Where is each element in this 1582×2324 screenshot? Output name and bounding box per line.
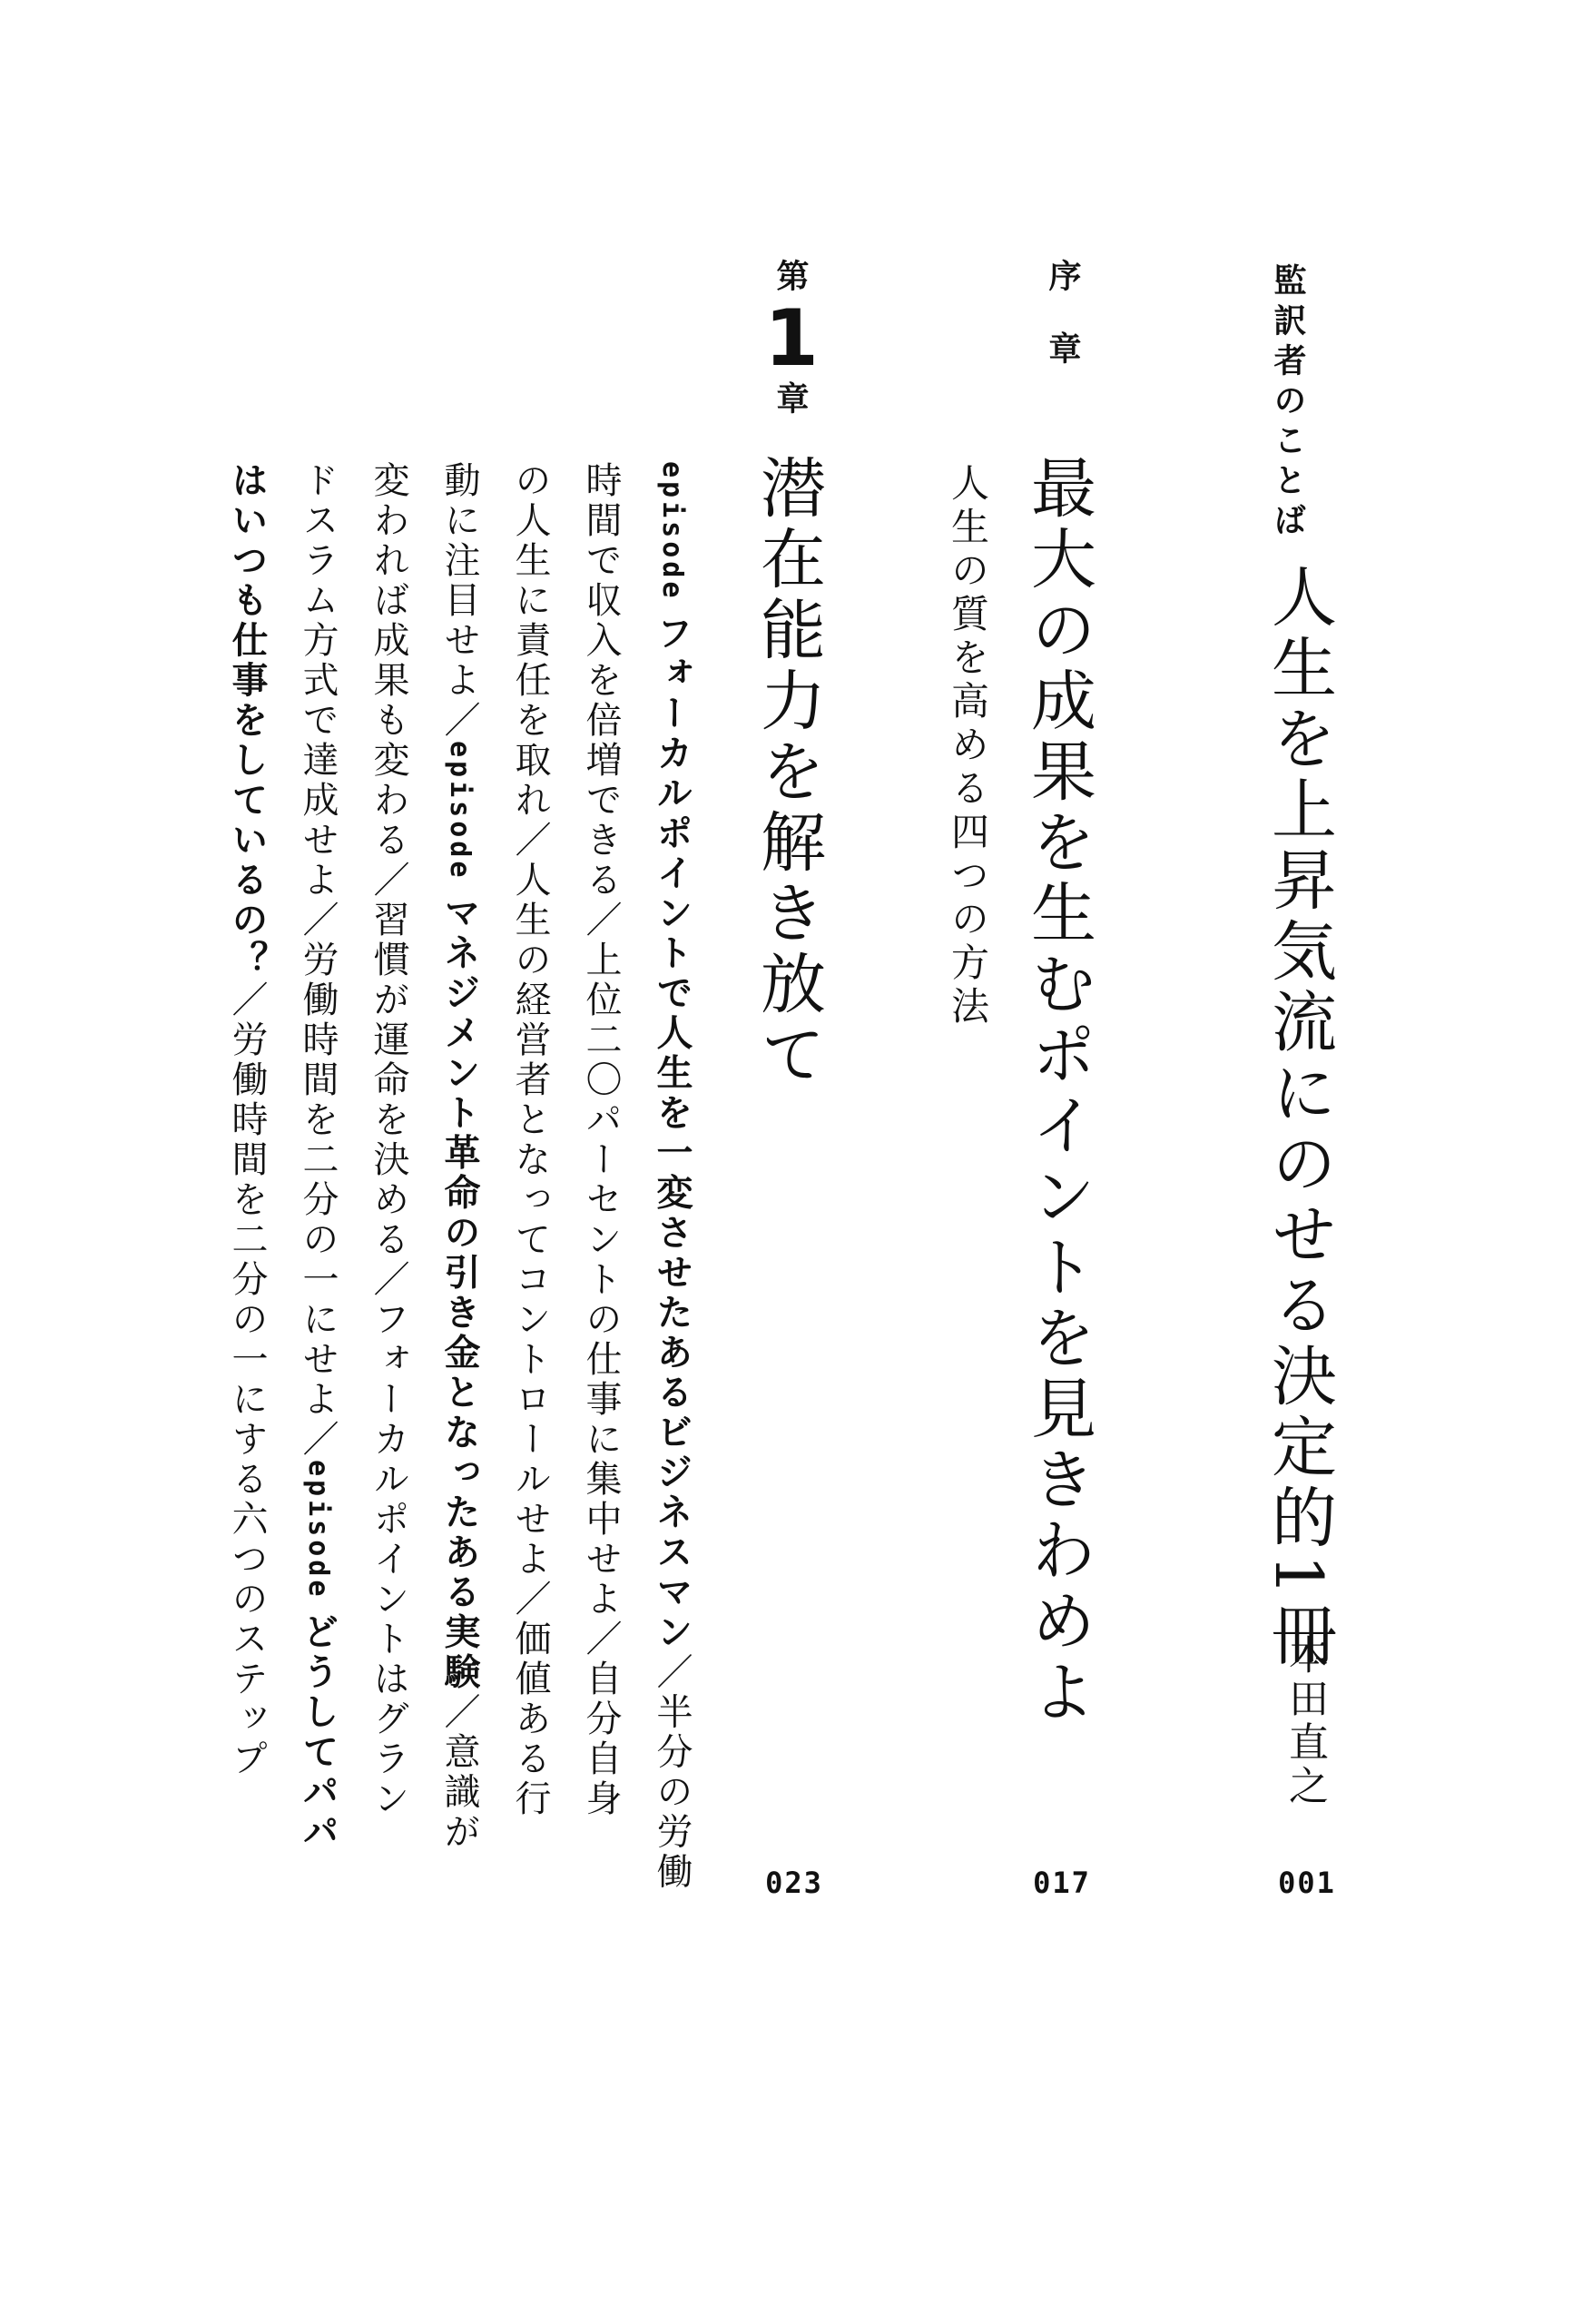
entry-title-chapter1: 潜在能力を解き放て <box>750 454 826 1091</box>
entry-title-editor-note: 人生を上昇気流にのせる決定的1冊 <box>1261 563 1337 1672</box>
entry-label-chapter1-number: 1 <box>764 293 819 384</box>
entry-author: 本田直之 <box>1282 1634 1328 1808</box>
description-line <box>226 461 268 1779</box>
entry-title-prologue: 最大の成果を生むポイントを見きわめよ <box>1020 454 1096 1728</box>
entry-page-number-chapter1: 023 <box>765 1866 823 1900</box>
episode-label: episode <box>302 1460 334 1600</box>
description-text: 時間で収入を倍増できる／上位二〇パーセントの仕事に集中せよ／自分自身 <box>580 461 622 1819</box>
entry-label-editor-note: 監訳者のことば <box>1269 263 1306 543</box>
entry-label-chapter1-top: 第 <box>771 259 809 291</box>
entry-subtitle-prologue: 人生の質を高める四つの方法 <box>946 463 990 1029</box>
episode-title: どうしてパパ <box>297 1612 339 1853</box>
description-line <box>370 461 407 1819</box>
description-text: ／労働時間を二分の一にする六つのステップ <box>226 980 268 1779</box>
description-line <box>509 461 551 1819</box>
episode-title: フォーカルポイントで人生を一変させたあるビジネスマン <box>651 614 693 1653</box>
entry-label-chapter1-bottom: 章 <box>771 381 809 414</box>
episode-title: マネジメント革命の引き金となったある実験 <box>438 893 480 1693</box>
description-text: 動に注目せよ／ <box>438 461 480 741</box>
description-line <box>580 461 622 1819</box>
entry-page-number-editor-note: 001 <box>1278 1866 1336 1900</box>
description-text: ドスラム方式で達成せよ／労働時間を二分の一にせよ／ <box>297 461 339 1460</box>
episode-label: episode <box>656 461 688 602</box>
description-text: 変われば成果も変わる／習慣が運命を決める／フォーカルポイントはグラン <box>368 461 409 1819</box>
entry-page-number-prologue: 017 <box>1033 1866 1091 1900</box>
description-text: ／意識が <box>438 1692 480 1853</box>
description-text: ／半分の労働 <box>651 1652 693 1893</box>
episode-title: はいつも仕事をしているの？ <box>226 461 268 980</box>
entry-label-prologue-top: 序 <box>1044 259 1081 291</box>
description-line <box>297 461 339 1853</box>
description-text: の人生に責任を取れ／人生の経営者となってコントロールせよ／価値ある行 <box>509 461 551 1819</box>
description-line <box>438 461 480 1853</box>
entry-label-prologue-bottom: 章 <box>1044 331 1081 364</box>
episode-label: episode <box>444 741 476 881</box>
description-line <box>651 461 693 1893</box>
